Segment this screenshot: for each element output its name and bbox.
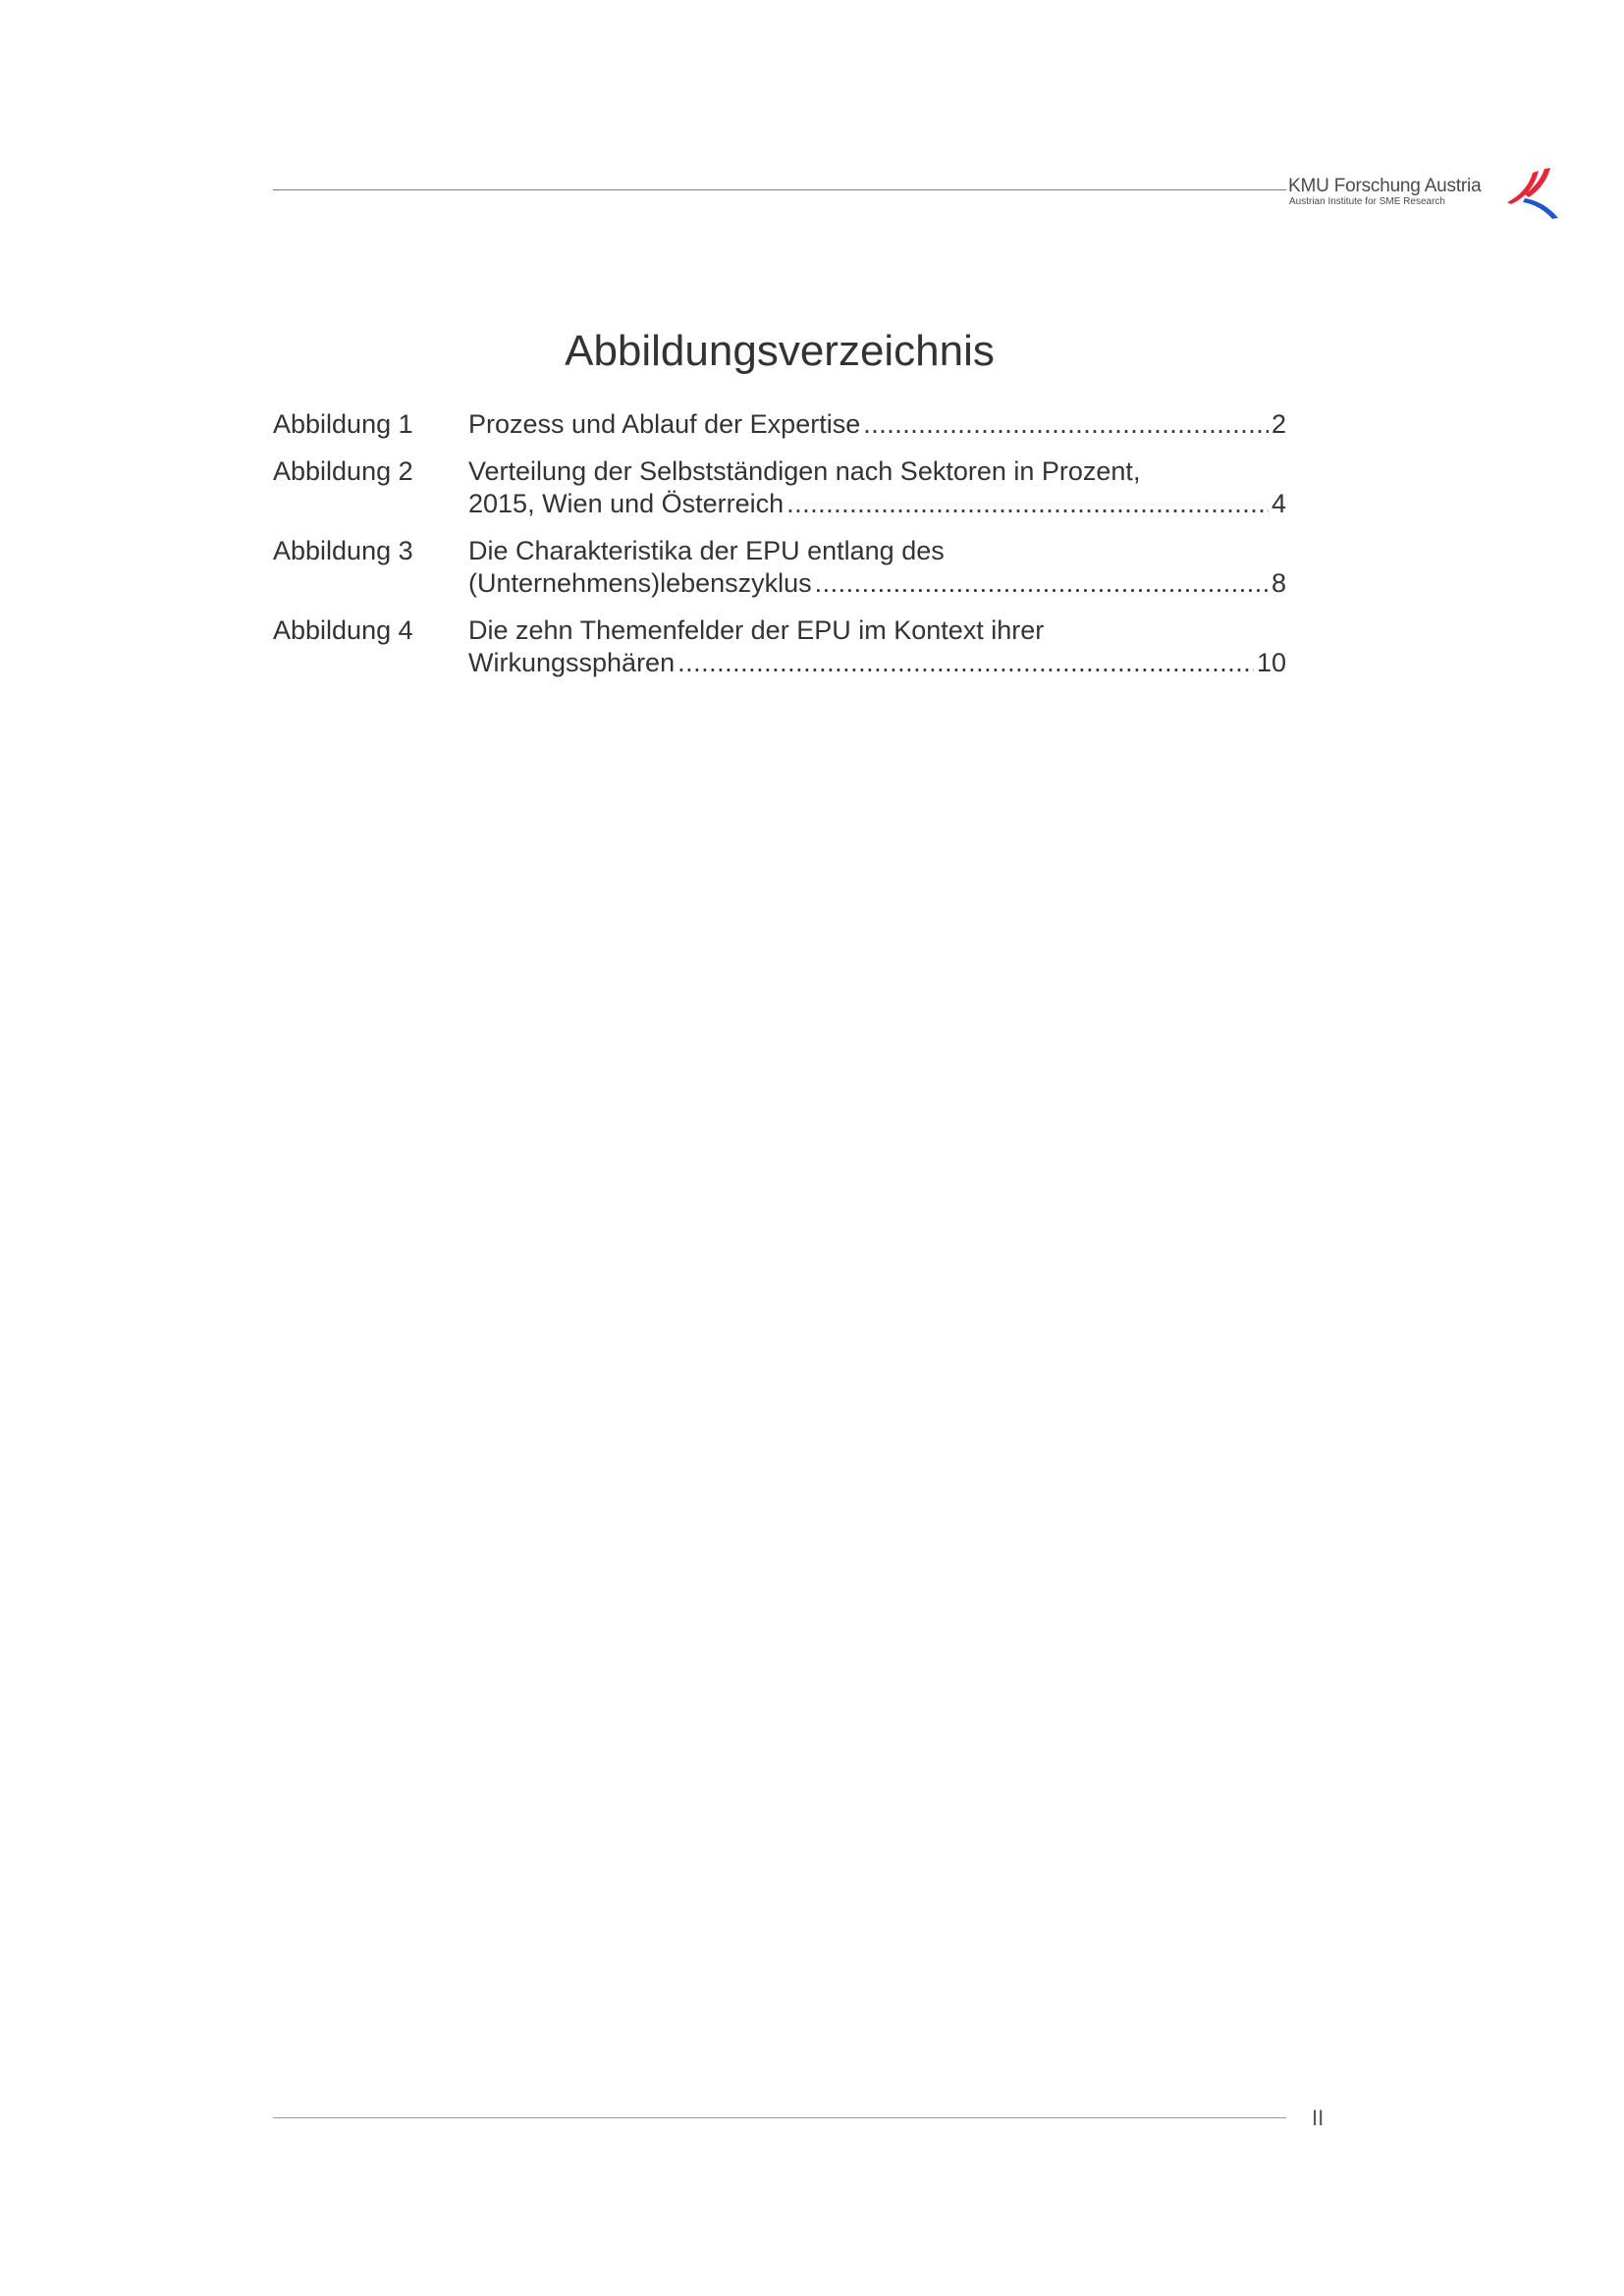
kmu-logo-icon bbox=[1503, 167, 1562, 220]
figure-list bbox=[273, 408, 1286, 694]
toc-entry[interactable] bbox=[273, 535, 1286, 600]
toc-dot-leader bbox=[863, 408, 1269, 441]
toc-dot-leader bbox=[815, 567, 1269, 600]
toc-entry-label: Abbildung 1 bbox=[273, 409, 413, 439]
page-number: II bbox=[1312, 2106, 1325, 2130]
header-rule bbox=[273, 189, 1286, 190]
toc-entry-label: Abbildung 2 bbox=[273, 456, 413, 486]
toc-entry-last-line bbox=[468, 567, 1286, 600]
toc-entry-label: Abbildung 4 bbox=[273, 615, 413, 645]
brand-name: KMU Forschung Austria bbox=[1288, 176, 1482, 196]
toc-entry-title-line: Die zehn Themenfelder der EPU im Kontext ihrer bbox=[468, 615, 1045, 645]
toc-entry-text bbox=[468, 408, 1286, 441]
toc-entry-text bbox=[468, 535, 1286, 600]
toc-entry-label: Abbildung 3 bbox=[273, 536, 413, 565]
toc-entry-page: 10 bbox=[1256, 648, 1286, 677]
toc-entry-page: 8 bbox=[1271, 568, 1286, 598]
footer-rule bbox=[273, 2117, 1286, 2118]
toc-entry-title-line: Verteilung der Selbstständigen nach Sektoren in Prozent, bbox=[468, 456, 1141, 486]
toc-entry-title-line: Die Charakteristika der EPU entlang des bbox=[468, 536, 945, 565]
toc-entry-title-line: (Unternehmens)lebenszyklus bbox=[468, 568, 812, 598]
toc-entry-page: 2 bbox=[1271, 409, 1286, 439]
toc-entry-page: 4 bbox=[1271, 489, 1286, 518]
page-title: Abbildungsverzeichnis bbox=[565, 327, 995, 375]
toc-entry-title-line: Wirkungssphären bbox=[468, 648, 676, 677]
toc-entry[interactable] bbox=[273, 408, 1286, 441]
brand-logo bbox=[1288, 176, 1573, 225]
toc-entry-title: Prozess und Ablauf der Expertise bbox=[468, 409, 861, 439]
toc-entry-text bbox=[468, 455, 1286, 520]
toc-entry[interactable] bbox=[273, 455, 1286, 520]
toc-dot-leader bbox=[677, 647, 1254, 679]
toc-entry-text bbox=[468, 614, 1286, 679]
toc-entry-last-line bbox=[468, 647, 1286, 679]
toc-entry[interactable] bbox=[273, 614, 1286, 679]
toc-entry-title-line: 2015, Wien und Österreich bbox=[468, 489, 785, 518]
brand-subtitle: Austrian Institute for SME Research bbox=[1289, 196, 1445, 207]
logo-blue-stroke bbox=[1523, 198, 1558, 219]
toc-entry-last-line bbox=[468, 488, 1286, 520]
toc-entry-last-line bbox=[468, 408, 1286, 441]
toc-dot-leader bbox=[786, 488, 1269, 520]
